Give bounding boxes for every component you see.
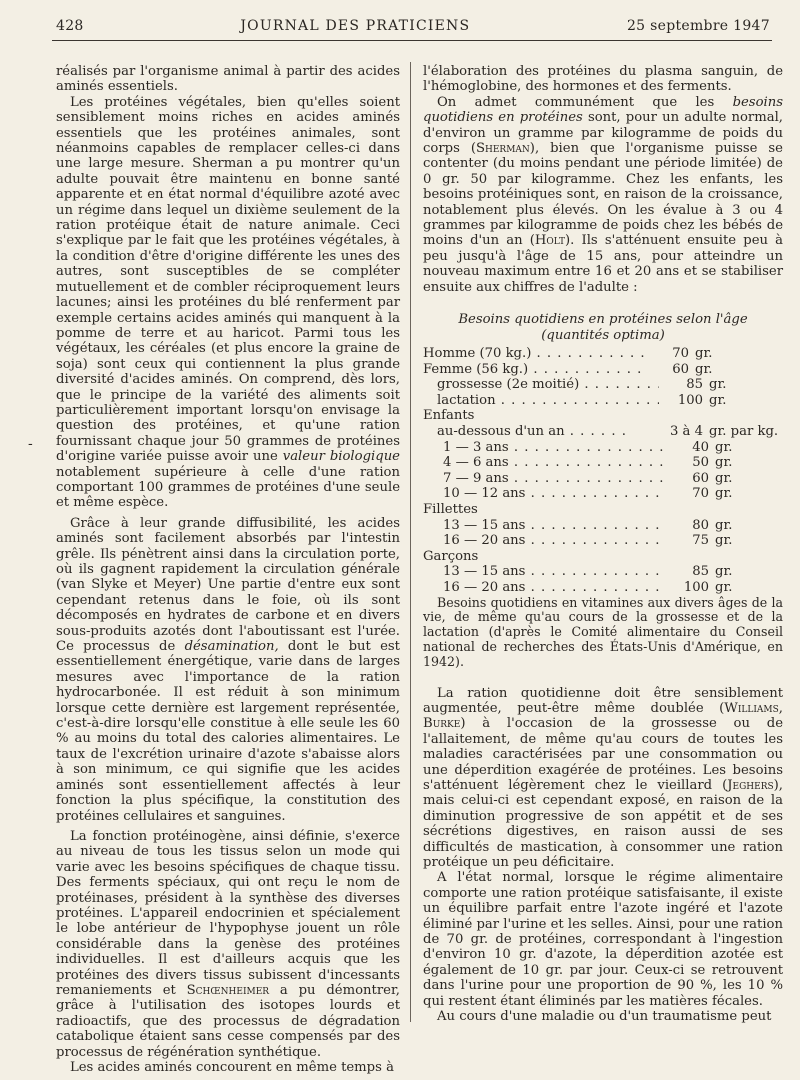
paragraph: réalisés par l'organisme animal à partir des acides aminés essentiels. <box>56 64 400 95</box>
row-value: 85 <box>686 377 703 393</box>
table-row <box>423 377 783 393</box>
table-row <box>423 518 783 534</box>
row-value: 60 <box>692 470 709 486</box>
row-value <box>645 502 693 518</box>
row-value: 85 <box>692 564 709 580</box>
paragraph: l'élaboration des protéines du plasma sanguin, de l'hémoglobine, des hormones et des ferments. <box>423 64 783 95</box>
paragraph: Au cours d'une maladie ou d'un traumatisme peut <box>437 1009 772 1025</box>
row-value: 100 <box>677 392 703 408</box>
journal-title: JOURNAL DES PRATICIENS <box>240 18 471 34</box>
table-row <box>423 471 783 487</box>
row-label: Garçons <box>423 548 479 564</box>
table-row <box>423 455 783 471</box>
paragraph: On admet communément que les besoins quotidiens en protéines sont, pour un adulte normal, d'environ un gramme par kilogramme de poids du corps (Sherman), bien que l'organisme puisse se contenter (du moins pendant une période limitée) de 0 gr. 50 par kilogramme. Chez les enfants, les besoins protéiniques sont, en raison de la croissance, notablement plus élevés. On les évalue à 3 ou 4 grammes par kilogramme de poids chez les bébés de moins d'un an (Holt). Ils s'atténuent ensuite peu à peu jusqu'à l'âge de 15 ans, pour atteindre un nouveau maximum entre 16 et 20 ans et se stabiliser ensuite aux chiffres de l'adulte : <box>423 94 783 295</box>
row-label: 16 — 20 ans . . . <box>423 580 665 596</box>
row-label: 16 — 20 ans . . . <box>423 533 665 549</box>
row-unit: gr. <box>715 470 733 486</box>
table-row <box>423 580 783 596</box>
row-unit <box>693 408 695 424</box>
row-value: 60 <box>672 361 689 377</box>
table-row <box>423 502 783 518</box>
row-unit: gr. <box>715 580 733 595</box>
row-label: lactation . . . <box>423 393 659 409</box>
row-label: Fillettes <box>423 502 478 518</box>
row-label: Enfants <box>423 408 475 424</box>
table-row <box>423 440 783 456</box>
row-unit <box>693 549 695 565</box>
row-label: 7 — 9 ans . . . <box>423 471 665 487</box>
table-row <box>423 346 783 362</box>
page-number: 428 <box>56 18 84 34</box>
margin-mark: - <box>28 436 33 452</box>
paragraph: Les acides aminés concourent en même temps à <box>70 1060 394 1075</box>
row-unit: gr. <box>715 533 733 549</box>
row-unit: gr. <box>709 392 727 408</box>
row-unit: gr. <box>695 361 713 377</box>
row-unit: gr. <box>715 517 733 533</box>
row-label: Homme (70 kg.) . . . <box>423 346 645 362</box>
row-label: 1 — 3 ans . . . <box>423 440 665 456</box>
table-title: Besoins quotidiens en protéines selon l'âge (quantités optima) <box>458 312 748 344</box>
table-row <box>423 424 783 440</box>
table-row <box>423 564 783 580</box>
row-value: 40 <box>692 439 709 455</box>
table-row <box>423 393 783 409</box>
row-value: 70 <box>692 486 709 502</box>
row-unit: gr. <box>715 564 733 580</box>
row-value: 75 <box>692 533 709 549</box>
right-column <box>423 64 783 1025</box>
row-value: 100 <box>683 580 709 595</box>
paragraph: Grâce à leur grande diffusibilité, les acides aminés sont facilement absorbés par l'intestin grêle. Ils pénètrent ainsi dans la circulation porte, où ils gagnent rapidement la circulation générale (van Slyke et Meyer) Une partie d'entre eux sont cependant retenus dans le foie, où ils sont décomposés en hydrates de carbone et en divers sous-produits azotés dont l'aboutissant est l'urée. Ce processus de désamination, dont le but est essentiellement énergétique, varie dans de larges mesures avec l'importance de la ration hydrocarbonée. Il est réduit à son minimum lorsque cette dernière est largement représentée, c'est-à-dire lorsqu'elle constitue à elle seule les 60 % au moins du total des calories alimentaires. Le taux de l'excrétion urinaire d'azote s'abaisse alors à son minimum, ce qui signifie que les acides aminés sont essentiellement affectés à leur fonction la plus spécifique, la constitution des protéines cellulaires et sanguines. <box>56 515 400 824</box>
row-label: au-dessous d'un an . . . <box>423 424 633 440</box>
row-unit: gr. <box>715 455 733 471</box>
row-unit: gr. <box>695 346 713 362</box>
row-unit: gr. par kg. <box>709 424 779 440</box>
row-label: 10 — 12 ans . . . <box>423 486 665 502</box>
row-value: 3 à 4 <box>669 424 703 440</box>
paragraph: La ration quotidienne doit être sensiblement augmentée, peut-être même doublée (Williams, Burke) à l'occasion de la grossesse ou de l'allaitement, de même qu'au cours de toutes les maladies caractérisées par une consommation ou une déperdition exagérée de protéines. Les besoins s'atténuent légèrement chez le vieillard (Jeghers), mais celui-ci est cependant exposé, en raison de la diminution progressive de son appétit et de ses sécrétions digestives, en raison aussi de ses difficultés de mastication, à consommer une ration protéique un peu déficitaire. <box>423 685 783 871</box>
row-value: 50 <box>692 455 709 471</box>
row-unit: gr. <box>709 377 727 393</box>
header-rule <box>52 40 772 41</box>
row-label: 13 — 15 ans . . . <box>423 518 665 534</box>
paragraph: La fonction protéinogène, ainsi définie, s'exerce au niveau de tous les tissus selon un mode qui varie avec les besoins spécifiques de chaque tissu. Des ferments spéciaux, qui ont reçu le nom de protéinases, président à la synthèse des diverses protéines. L'appareil endocrinien et spécialement le lobe antérieur de l'hypophyse jouent un rôle considérable dans la genèse des protéines individuelles. Il est d'ailleurs acquis que les protéines des divers tissus subissent d'incessants remaniements et Schœnheimer a pu démontrer, grâce à l'utilisation des isotopes lourds et radioactifs, que des processus de dégradation catabolique étaient sans cesse compensés par des processus de régénération synthétique. <box>56 828 400 1060</box>
row-unit: gr. <box>715 439 733 455</box>
table-row <box>423 533 783 549</box>
paragraph: A l'état normal, lorsque le régime alimentaire comporte une ration protéique satisfaisante, il existe un équilibre parfait entre l'azote ingéré et l'azote éliminé par l'urine et les selles. Ainsi, pour une ration de 70 gr. de protéines, correspondant à l'ingestion d'environ 10 gr. d'azote, la déperdition azotée est également de 10 gr. par jour. Ceux-ci se retrouvent dans l'urine pour une proportion de 90 %, les 10 % qui restent étant éliminés par les matières fécales. <box>423 870 783 1009</box>
column-divider <box>410 62 411 1022</box>
left-column <box>56 64 400 1075</box>
row-value: 70 <box>672 346 689 362</box>
protein-needs-table <box>423 346 783 596</box>
table-row <box>423 408 783 424</box>
row-label: grossesse (2e moitié) . . . <box>423 377 659 393</box>
row-label: 13 — 15 ans . . . <box>423 564 665 580</box>
table-row <box>423 362 783 378</box>
issue-date: 25 septembre 1947 <box>626 18 770 34</box>
row-unit <box>693 502 695 518</box>
row-unit: gr. <box>715 486 733 502</box>
row-label: Femme (56 kg.) . . . <box>423 362 645 378</box>
row-label: 4 — 6 ans . . . <box>423 455 665 471</box>
page-header <box>56 18 770 38</box>
table-row <box>423 486 783 502</box>
table-row <box>423 549 783 565</box>
paragraph: Les protéines végétales, bien qu'elles soient sensiblement moins riches en acides aminés essentiels que les protéines animales, sont néanmoins capables de remplacer celles-ci dans une large mesure. Sherman a pu montrer qu'un adulte pouvait être maintenu en bonne santé apparente et en état normal d'équilibre azoté avec un régime dans lequel un dixième seulement de la ration protéique était de nature animale. Ceci s'explique par le fait que les protéines végétales, à la condition d'être d'origine différente les unes des autres, sont susceptibles de se compléter mutuellement et de combler réciproquement leurs lacunes; ainsi les protéines du blé renferment par exemple certains acides aminés qui manquent à la pomme de terre et au haricot. Parmi tous les végétaux, les céréales (et plus encore la graine de soja) sont ceux qui contiennent la plus grande diversité d'acides aminés. On comprend, dès lors, que le principe de la variété des aliments soit particulièrement important lorsqu'on envisage la question des protéines, et qu'une ration fournissant chaque jour 50 grammes de protéines d'origine variée puisse avoir une valeur biologique notablement supérieure à celle d'une ration comportant 100 grammes de protéines d'une seule et même espèce. <box>56 94 400 511</box>
table-note: Besoins quotidiens en vitamines aux divers âges de la vie, de même qu'au cours de la grossesse et de la lactation (d'après le Comité alimentaire du Conseil national de recherches des États-Unis d'Amérique, en 1942). <box>423 594 783 669</box>
row-value <box>645 549 693 565</box>
row-value <box>645 408 693 424</box>
row-value: 80 <box>692 517 709 533</box>
